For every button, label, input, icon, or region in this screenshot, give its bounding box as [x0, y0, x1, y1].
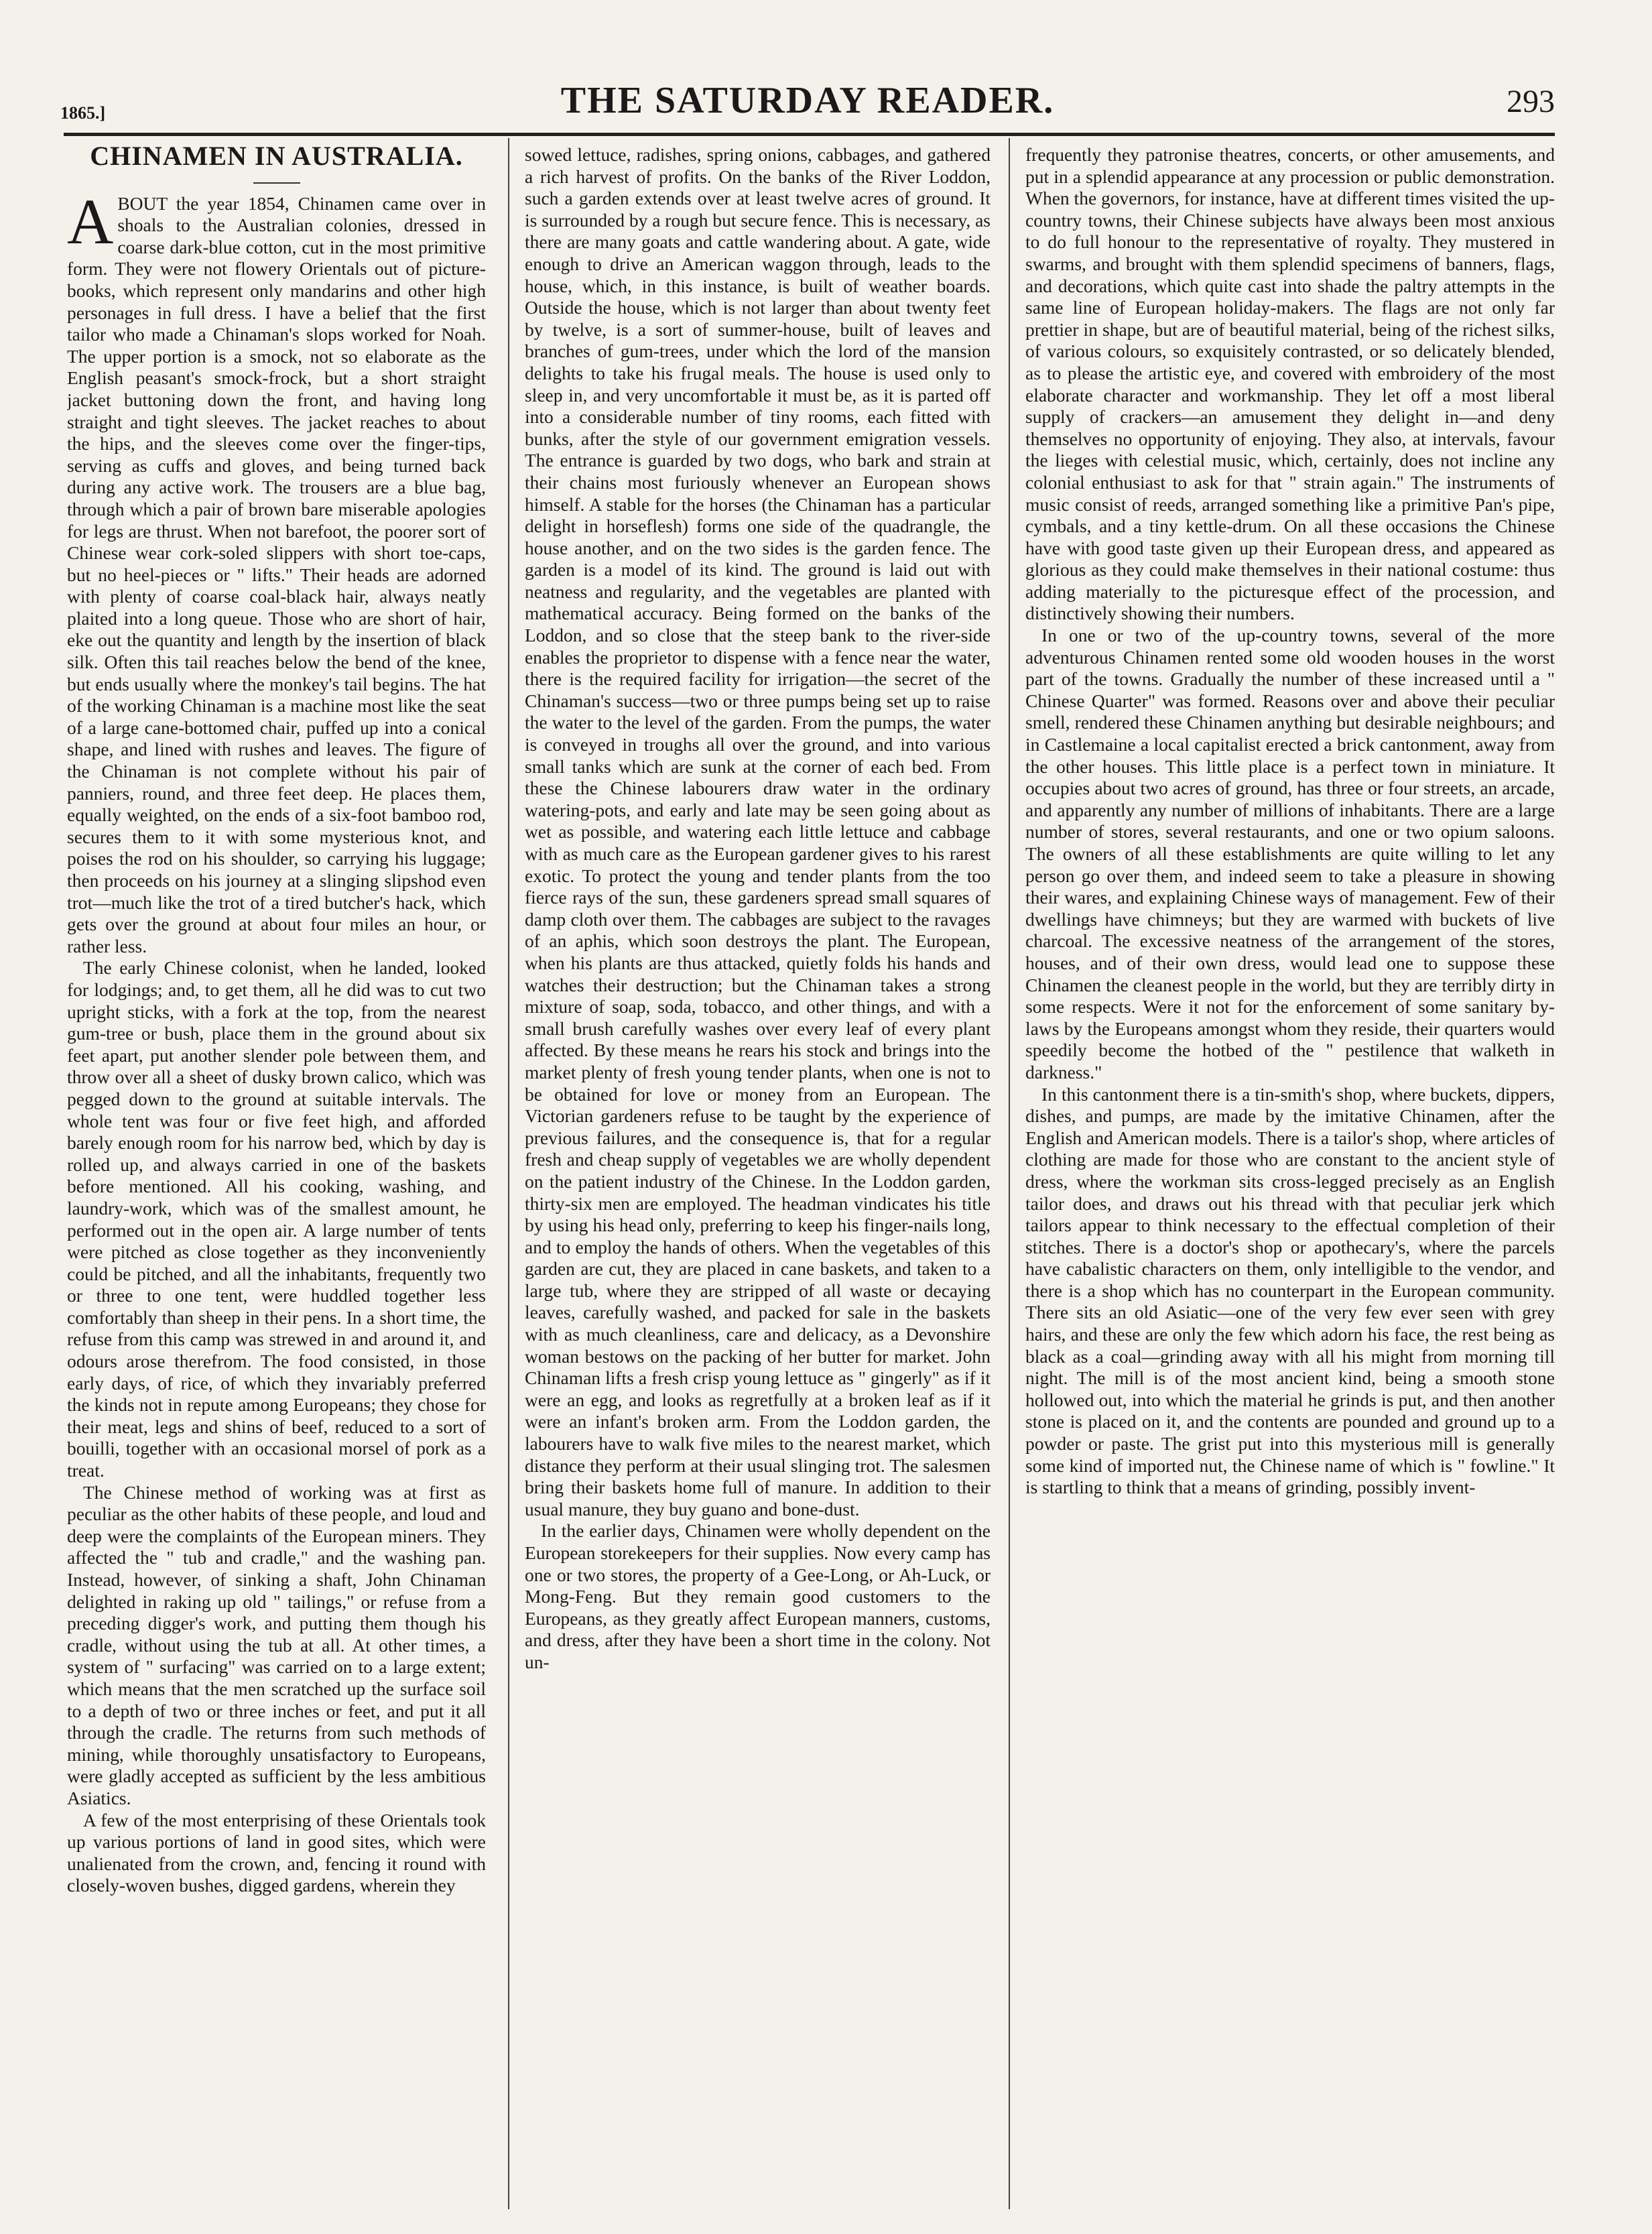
paragraph: A few of the most enterprising of these Orientals took up various portions of land in good sites, which were unalienated from the crown, and, fencing it round with closely-woven bushes, digged gardens, wherein they [67, 1809, 486, 1896]
title-rule [253, 182, 300, 184]
paragraph: In this cantonment there is a tin-smith's shop, where buckets, dippers, dishes, and pumps, are made by the imitative Chinamen, after the English and American models. There is a tailor's shop, where articles of clothing are made for those who are constant to the ancient style of dress, where the workman sits cross-legged precisely as an English tailor does, and draws out his thread with that peculiar jerk which tailors appear to think necessary to the effectual completion of their stitches. There is a doctor's shop or apothecary's, where the parcels have cabalistic characters on them, only intelligible to the vendor, and there is a shop which has no counterpart in the European community. There sits an old Asiatic—one of the very few ever seen with grey hairs, and these are only the few which adorn his face, the rest being as black as a coal—grinding away with all his might from morning till night. The mill is of the most ancient kind, being a smooth stone hollowed out, into which the material he grinds is put, and then another stone is placed on it, and the contents are pounded and ground up to a powder or paste. The grist put into this mysterious mill is generally some kind of imported nut, the Chinese name of which is " fowline." It is startling to think that a means of grinding, possibly invent- [1025, 1083, 1555, 1498]
paragraph [67, 185, 486, 958]
column-3 [1025, 144, 1555, 2219]
page-header [60, 74, 1555, 134]
article-title: CHINAMEN IN AUSTRALIA. [90, 144, 463, 171]
paragraph: In one or two of the up-country towns, several of the more adventurous Chinamen rented some old wooden houses in the worst part of the towns. Gradually the number of these increased until a " Chinese Quarter" was formed. Reasons over and above their peculiar smell, rendered these Chinamen anything but desirable neighbours; and in Castlemaine a local capitalist erected a brick cantonment, away from the other houses. This little place is a perfect town in miniature. It occupies about two acres of ground, has three or four streets, an arcade, and apparently any number of millions of inhabitants. There are a large number of stores, several restaurants, and one or two opium saloons. The owners of all these establishments are quite willing to let any person go over them, and indeed seem to take a pleasure in showing their wares, and explaining Chinese ways of management. Few of their dwellings have chimneys; but they are warmed with buckets of live charcoal. The excessive neatness of the arrangement of the stores, houses, and of their own dress, would lead one to suppose these Chinamen the cleanest people in the world, but they are terribly dirty in some respects. Were it not for the enforcement of some sanitary by-laws by the Europeans amongst whom they reside, their quarters would speedily become the hotbed of the " pestilence that walketh in darkness." [1025, 625, 1555, 1082]
paragraph: The Chinese method of working was at first as peculiar as the other habits of these people, and loud and deep were the complaints of the European miners. They affected the " tub and cradle," and the washing pan. Instead, however, of sinking a shaft, John Chinaman delighted in raking up old " tailings," or refuse from a preceding digger's work, and putting them though his cradle, without using the tub at all. At other times, a system of " surfacing" was carried on to a large extent; which means that the men scratched up the surface soil to a depth of two or three inches or feet, and put it all through the cradle. The returns from such methods of mining, while thoroughly unsatisfactory to Europeans, were gladly accepted as sufficient by the less ambitious Asiatics. [67, 1481, 486, 1808]
header-year: 1865.] [60, 103, 106, 123]
column-divider [1009, 138, 1010, 2209]
page-number: 293 [1507, 84, 1555, 119]
paragraph: In the earlier days, Chinamen were wholly dependent on the European storekeepers for their supplies. Now every camp has one or two stores, the property of a Gee-Long, or Ah-Luck, or Mong-Feng. But they remain good customers to the Europeans, as they greatly affect European manners, customs, and dress, after they have been a short time in the colony. Not un- [525, 1520, 991, 1672]
paragraph: frequently they patronise theatres, concerts, or other amusements, and put in a splendid appearance at any procession or public demonstration. When the governors, for instance, have at different times visited the up-country towns, their Chinese subjects have always been most anxious to do full honour to the representative of royalty. They mustered in swarms, and brought with them splendid specimens of banners, flags, and decorations, which quite cast into shade the paltry attempts in the same line of European holiday-makers. The flags are not only far prettier in shape, but are of beautiful material, being of the richest silks, of various colours, so exquisitely contrasted, or so delicately blended, as to please the artistic eye, and covered with embroidery of the most elaborate character and workmanship. They let off a most liberal supply of crackers—an amusement they delight in—and deny themselves no opportunity of enjoying. They also, at intervals, favour the lieges with celestial music, which, certainly, does not incline any colonial enthusiast to ask for that " strain again." The instruments of music consist of reeds, arranged something like a primitive Pan's pipe, cymbals, and a tiny kettle-drum. On all these occasions the Chinese have with good taste given up their European dress, and appeared as glorious as they could make themselves in their national costume: thus adding materially to the picturesque effect of the procession, and distinctively showing their numbers. [1025, 144, 1555, 624]
paragraph-text: BOUT the year 1854, Chinamen came over in shoals to the Australian colonies, dressed in coarse dark-blue cotton, cut in the most primitive form. They were not flowery Orientals out of picture-books, which represent only mandarins and other high personages in full dress. I have a belief that the first tailor who made a Chinaman's slops worked for Noah. The upper portion is a smock, not so elaborate as the English peasant's smock-frock, but a short straight jacket buttoning down the front, and having long straight and tight sleeves. The jacket reaches to about the hips, and the sleeves come over the finger-tips, serving as cuffs and gloves, and being turned back during any active work. The trousers are a blue bag, through which a pair of brown bare miserable apologies for legs are thrust. When not barefoot, the poorer sort of Chinese wear cork-soled slippers with short toe-caps, but no heel-pieces or " lifts." Their heads are adorned with plenty of coarse coal-black hair, always neatly plaited into a long queue. Those who are short of hair, eke out the quantity and length by the insertion of black silk. Often this tail reaches below the bend of the knee, but ends usually where the monkey's tail begins. The hat of the working Chinaman is a machine most like the seat of a large cane-bottomed chair, puffed up into a conical shape, and lined with rushes and leaves. The figure of the Chinaman is not complete without his pair of panniers, round, and three feet deep. He places them, equally weighted, on the ends of a six-foot bamboo rod, secures them to it with some mysterious knot, and poises the rod on his shoulder, so carrying his luggage; then proceeds on his journey at a slinging slipshod even trot—much like the trot of a tired butcher's hack, which gets over the ground at about four miles an hour, or rather less. [67, 192, 486, 956]
paragraph: sowed lettuce, radishes, spring onions, cabbages, and gathered a rich harvest of profits. On the banks of the River Loddon, such a garden extends over at least twelve acres of ground. It is surrounded by a rough but secure fence. This is necessary, as there are many goats and cattle wandering about. A gate, wide enough to drive an American waggon through, leads to the house, which, in this instance, is built of weather boards. Outside the house, which is not larger than about twenty feet by twelve, is a sort of summer-house, built of leaves and branches of gum-trees, under which the lord of the mansion delights to take his frugal meals. The house is used only to sleep in, and very uncomfortable it must be, as it is parted off into a considerable number of tiny rooms, each fitted with bunks, after the style of our government emigration vessels. The entrance is guarded by two dogs, who bark and strain at their chains most furiously whenever an European shows himself. A stable for the horses (the Chinaman has a particular delight in horseflesh) forms one side of the quadrangle, the house another, and on the two sides is the garden fence. The garden is a model of its kind. The ground is laid out with neatness and regularity, and the vegetables are planted with mathematical accuracy. Being formed on the banks of the Loddon, and so close that the steep bank to the river-side enables the proprietor to dispense with a fence near the water, there is the required facility for irrigation—the secret of the Chinaman's success—two or three pumps being set up to raise the water to the level of the garden. From the pumps, the water is conveyed in troughs all over the ground, and into various small tanks which are sunk at the corner of each bed. From these the Chinese labourers draw water in the ordinary watering-pots, and early and late may be seen going about as wet as possible, and watering each little lettuce and cabbage with as much care as the European gardener gives to his rarest exotic. To protect the young and tender plants from the too fierce rays of the sun, these gardeners spread small squares of damp cloth over them. The cabbages are subject to the ravages of an aphis, which soon destroys the plant. The European, when his plants are thus attacked, quietly folds his hands and watches their destruction; but the Chinaman takes a strong mixture of soap, soda, tobacco, and other things, and with a small brush carefully washes over every leaf of every plant affected. By these means he rears his stock and brings into the market plenty of fresh young tender plants, when one is not to be obtained for love or money from an European. The Victorian gardeners refuse to be taught by the experience of previous failures, and the consequence is, that for a regular fresh and cheap supply of vegetables we are wholly dependent on the patient industry of the Chinese. In the Loddon garden, thirty-six men are employed. The headman vindicates his title by using his head only, preferring to keep his finger-nails long, and to employ the hands of others. When the vegetables of this garden are cut, they are placed in cane baskets, and taken to a large tub, where they are stripped of all waste or decaying leaves, carefully washed, and packed for sale in the baskets with as much cleanliness, care and delicacy, as a Devonshire woman bestows on the packing of her butter for market. John Chinaman lifts a fresh crisp young lettuce as " gingerly" as if it were an egg, and looks as regretfully at a broken leaf as if it were an infant's broken arm. From the Loddon garden, the labourers have to walk five miles to the nearest market, which distance they perform at their usual slinging trot. The salesmen bring their baskets home full of manure. In addition to their usual manure, they buy guano and bone-dust. [525, 144, 991, 1519]
drop-cap: A [67, 185, 114, 257]
header-rule [64, 133, 1555, 136]
paragraph: The early Chinese colonist, when he landed, looked for lodgings; and, to get them, all he did was to cut two upright sticks, with a fork at the top, from the nearest gum-tree or bush, place them in the ground about six feet apart, put another slender pole between them, and throw over all a sheet of dusky brown calico, which was pegged down to the ground at suitable intervals. The whole tent was four or five feet high, and afforded barely enough room for his narrow bed, which by day is rolled up, and always carried in one of the baskets before mentioned. All his cooking, washing, and laundry-work, which was of the smallest amount, he performed out in the open air. A large number of tents were pitched as close together as they inconveniently could be pitched, and all the inhabitants, frequently two or three to one tent, were huddled together less comfortably than sheep in their pens. In a short time, the refuse from this camp was strewed in and around it, and odours arose therefrom. The food consisted, in those early days, of rice, of which they invariably preferred the kinds not in repute among Europeans; they chose for their meat, legs and shins of beef, reduced to a sort of bouilli, together with an occasional morsel of pork as a treat. [67, 957, 486, 1481]
column-divider [508, 138, 509, 2209]
masthead-title: THE SATURDAY READER. [560, 80, 1055, 121]
column-2 [525, 144, 991, 2219]
column-1 [67, 144, 486, 2219]
